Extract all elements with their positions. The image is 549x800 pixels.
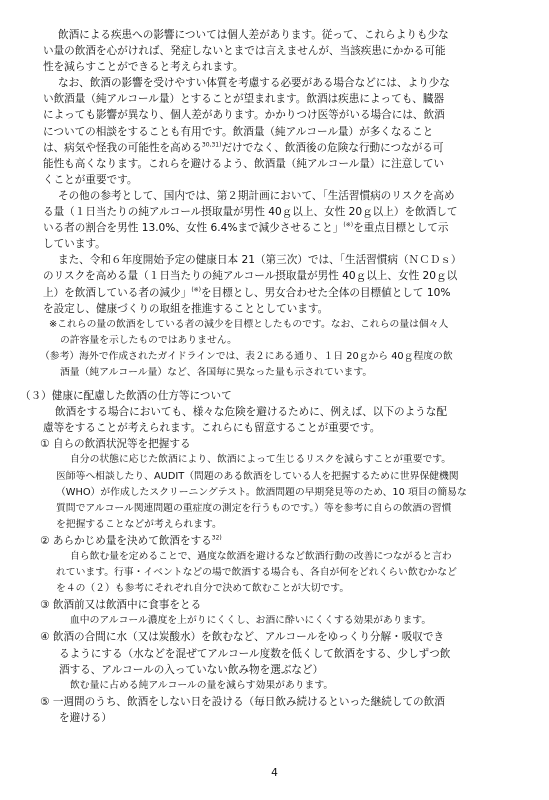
line-text: 医師等へ相談したり、AUDIT（問題のある飲酒をしている人を把握するために世界保健機関 [56, 470, 459, 482]
text-line [0, 452, 549, 468]
text-line [0, 581, 549, 597]
section-gap [0, 381, 549, 388]
text-line [0, 188, 549, 204]
text-line [0, 268, 549, 284]
text-line [0, 317, 549, 333]
line-text: （３）健康に配慮した飲酒の仕方等について [20, 390, 232, 403]
text-line [0, 365, 549, 381]
line-text: 飲む量に占める純アルコールの量を減らす効果があります。 [70, 679, 334, 691]
line-text: い量の飲酒を心がければ、発症しないとまでは言えませんが、当該疾患にかかる可能 [43, 45, 446, 58]
line-text: についての相談をすることも有用です。飲酒量（純アルコール量）が多くなること [43, 125, 434, 138]
text-line [0, 629, 549, 645]
line-text: 自分の状態に応じた飲酒により、飲酒によって生じるリスクを減らすことが重要です。 [70, 454, 452, 466]
line-text: 酒する、アルコールの入っていない飲み物を選ぶなど） [59, 663, 324, 676]
text-line [0, 91, 549, 107]
text-line [0, 646, 549, 662]
text-line [0, 420, 549, 436]
line-text: 飲酒をする場合においても、様々な危険を避けるために、例えば、以下のような配 [55, 406, 447, 419]
line-text: ② あらかじめ量を決めて飲酒をする [40, 534, 212, 547]
text-line [0, 404, 549, 420]
line-text: ④ 飲酒の合間に水（又は炭酸水）を飲むなど、アルコールをゆっくり分解・吸収でき [40, 631, 445, 644]
text-line [0, 517, 549, 533]
line-text: を設定し、健康づくりの取組を推進することとしています。 [43, 302, 329, 315]
line-text: によっても影響が異なり、個人差があります。かかりつけ医等がいる場合には、飲酒 [43, 109, 445, 122]
text-line [0, 501, 549, 517]
line-text: ① 自らの飲酒状況等を把握する [40, 438, 191, 451]
line-text: を避ける） [59, 711, 112, 724]
text-line [0, 485, 549, 501]
line-text: は、病気や怪我の可能性を高める [43, 141, 202, 154]
line-text: 慮等をすることが考えられます。これらにも留意することが重要です。 [43, 422, 381, 435]
text-line [0, 204, 549, 220]
text-line [0, 549, 549, 565]
line-text: いる者の割合を男性 13.0%、女性 6.4%まで減少させること」 [43, 222, 344, 235]
line-text: しています。 [43, 238, 106, 251]
line-text: ※これらの量の飲酒をしている者の減少を目標としたものです。なお、これらの量は個々人 [49, 318, 449, 330]
text-line [0, 694, 549, 710]
line-text: 飲酒による疾患への影響については個人差があります。従って、これらよりも少な [58, 29, 449, 41]
text-line [0, 27, 549, 43]
line-text-tail: を重点目標として示 [353, 222, 449, 235]
reference-superscript: 32) [211, 534, 222, 542]
text-line [0, 140, 549, 156]
line-text: 自ら飲む量を定めることで、過度な飲酒を避けるなど飲酒行動の改善につながると言わ [70, 551, 452, 562]
text-line [0, 285, 549, 301]
text-line [0, 236, 549, 252]
line-text: るようにする（水などを混ぜてアルコール度数を低くして飲酒をする、少しずつ飲 [59, 647, 451, 660]
line-text: （参考）海外で作成されたガイドラインでは、表２にある通り、１日 20ｇから 40ｇ程度の飲 [40, 350, 453, 362]
line-text: い飲酒量（純アルコール量）とすることが望まれます。飲酒は疾患によっても、臓器 [43, 93, 445, 106]
document-body [0, 27, 549, 726]
text-line [0, 43, 549, 59]
text-line [0, 349, 549, 365]
line-text: の許容量を示したものではありません。 [60, 334, 237, 346]
line-text: のリスクを高める量（１日当たりの純アルコール摂取量が男性 40ｇ以上、女性 20ｇ以 [43, 270, 458, 283]
text-line [0, 436, 549, 452]
text-line [0, 301, 549, 317]
text-line [0, 172, 549, 188]
text-line [0, 565, 549, 581]
line-text: 能性も高くなります。これらを避けるよう、飲酒量（純アルコール量）に注意してい [43, 157, 445, 170]
text-line [0, 662, 549, 678]
text-line [0, 59, 549, 75]
line-text: 酒量（純アルコール量）など、各国毎に異なった量も示されています。 [60, 366, 373, 378]
line-text: ③ 飲酒前又は飲酒中に食事をとる [40, 599, 202, 612]
reference-superscript: (※) [191, 285, 202, 293]
line-text: 血中のアルコール濃度を上がりにくくし、お酒に酔いにくくする効果があります。 [70, 615, 432, 627]
text-line [0, 469, 549, 485]
line-text-tail: だけでなく、飲酒後の危険な行動につながる可 [221, 141, 444, 154]
text-line [0, 597, 549, 613]
line-text: （WHO）が作成したスクリーニングテスト。飲酒問題の早期発見等のため、10 項目の簡易な [56, 486, 467, 498]
text-line [0, 124, 549, 140]
line-text: を把握することなどが考えられます。 [56, 518, 222, 530]
line-text: 性を減らすことができると考えられます。 [43, 61, 244, 74]
line-text-tail: を目標とし、男女合わせた全体の目標値として 10% [201, 286, 451, 299]
line-text: れています。行事・イベントなどの場で飲酒する場合も、各自が何をどれくらい飲むかなど [56, 567, 457, 579]
line-text: 上）を飲酒している者の減少」 [43, 286, 192, 299]
reference-superscript: 30,31) [201, 141, 222, 149]
line-text: その他の参考として、国内では、第２期計画において、「生活習慣病のリスクを高め [58, 189, 455, 202]
line-text: る量（１日当たりの純アルコール摂取量が男性 40ｇ以上、女性 20ｇ以上）を飲酒して [43, 206, 458, 219]
text-line [0, 333, 549, 349]
text-line [0, 533, 549, 549]
text-line [0, 252, 549, 268]
line-text: また、令和６年度開始予定の健康日本 21（第三次）では、「生活習慣病（ＮＣＤｓ） [58, 254, 462, 267]
line-text: なお、飲酒の影響を受けやすい体質を考慮する必要がある場合などには、より少な [58, 77, 450, 90]
text-line [0, 613, 549, 629]
line-text: を４の（２）も参考にそれぞれ自分で決めて飲むことが大切です。 [56, 583, 350, 595]
text-line [0, 678, 549, 694]
reference-superscript: (※) [343, 221, 354, 229]
text-line [0, 220, 549, 236]
text-line [0, 388, 549, 404]
line-text: 質問でアルコール関連問題の重症度の測定を行うものです。）等を参考に自らの飲酒の習慣 [56, 502, 452, 514]
text-line [0, 156, 549, 172]
line-text: くことが重要です。 [43, 173, 138, 186]
page-number: 4 [271, 767, 278, 779]
line-text: ⑤ 一週間のうち、飲酒をしない日を設ける（毎日飲み続けるといった継続しての飲酒 [40, 695, 445, 708]
text-line [0, 710, 549, 726]
text-line [0, 75, 549, 91]
text-line [0, 107, 549, 123]
